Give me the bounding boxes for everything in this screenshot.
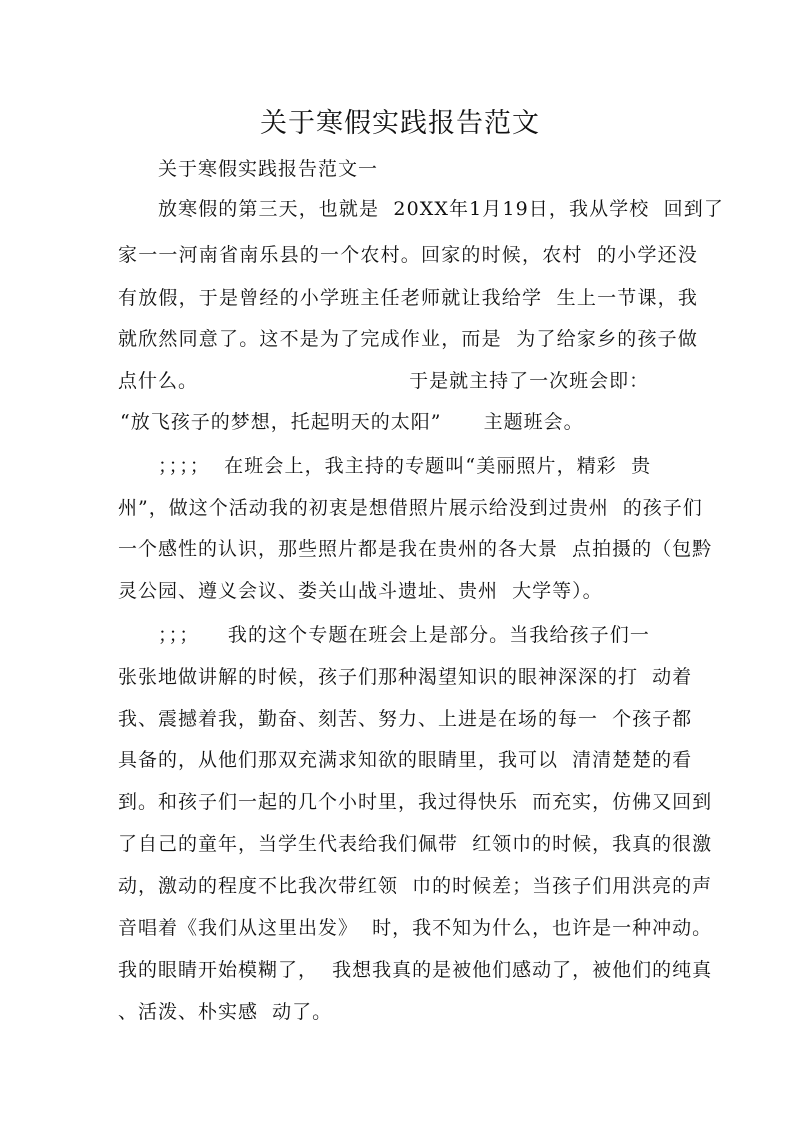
text-line: 放寒假的第三天，也就是 20XX年1月19日，我从学校 回到了 [158,198,724,220]
text-line: ；；；； 在班会上，我主持的专题叫“美丽照片，精彩 贵 [158,455,652,477]
text-line: “放飞孩子的梦想，托起明天的太阳” 主题班会。 [120,411,584,433]
text-line: 具备的，从他们那双充满求知欲的眼睛里，我可以 清清楚楚的看 [118,749,693,771]
text-line: 我的眼睛开始模糊了， 我想我真的是被他们感动了，被他们的纯真 [118,959,713,981]
text-line: 一个感性的认识，那些照片都是我在贵州的各大景 点拍摄的（包黔 [118,538,713,560]
text-line: 灵公园、遵义会议、娄关山战斗遗址、贵州 大学等）。 [118,580,603,602]
text-line: ；；； 我的这个专题在班会上是部分。当我给孩子们一 [158,624,650,646]
text-line: 动，激动的程度不比我次带红领 巾的时候差；当孩子们用洪亮的声 [118,875,713,897]
document-title: 关于寒假实践报告范文 [260,108,540,139]
text-line: 点什么。 于是就主持了一次班会即： [118,370,650,392]
text-line: 了自己的童年，当学生代表给我们佩带 红领巾的时候，我真的很激 [118,833,713,855]
text-line: 有放假，于是曾经的小学班主任老师就让我给学 生上一节课，我 [118,287,699,309]
text-line: 就欣然同意了。这不是为了完成作业，而是 为了给家乡的孩子做 [118,328,699,350]
text-line: 关于寒假实践报告范文一 [158,158,379,180]
text-line: 我、震撼着我，勤奋、刻苦、努力、上进是在场的每一 个孩子都 [118,708,693,730]
text-line: 家一一河南省南乐县的一个农村。回家的时候，农村 的小学还没 [118,244,699,266]
text-line: 音唱着《我们从这里出发》 时，我不知为什么，也许是一种冲动。 [118,917,713,939]
text-line: 、活泼、朴实感 动了。 [118,1001,333,1023]
text-line: 张张地做讲解的时候，孩子们那种渴望知识的眼神深深的打 动着 [118,666,693,688]
text-line: 州”，做这个活动我的初衷是想借照片展示给没到过贵州 的孩子们 [118,497,703,519]
text-line: 到。和孩子们一起的几个小时里，我过得快乐 而充实，仿佛又回到 [118,791,713,813]
